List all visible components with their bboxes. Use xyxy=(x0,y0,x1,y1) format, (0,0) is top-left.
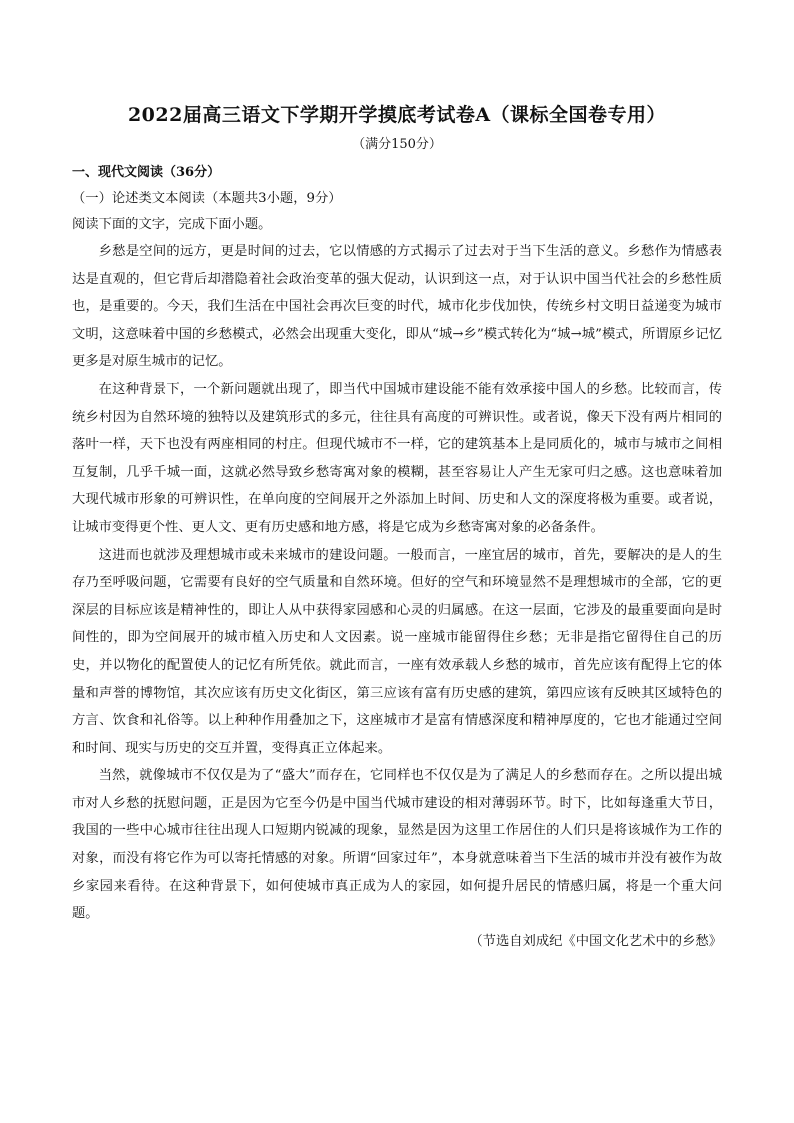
sub-section-heading: （一）论述类文本阅读（本题共3小题，9分） xyxy=(72,191,342,206)
section-heading: 一、现代文阅读（36分） xyxy=(72,165,221,180)
reading-instruction: 阅读下面的文字，完成下面小题。 xyxy=(72,217,272,232)
passage-paragraph-2: 在这种背景下，一个新问题就出现了，即当代中国城市建设能不能有效承接中国人的乡愁。比较而言，传统乡村因为自然环境的独特以及建筑形式的多元，往往具有高度的可辨识性。或者说，像天下没有两片相同的落叶一样，天下也没有两座相同的村庄。但现代城市不一样，它的建筑基本上是同质化的，城市与城市之间相互复制，几乎千城一面，这就必然导致乡愁寄寓对象的模糊，甚至容易让人产生无家可归之感。这也意味着加大现代城市形象的可辨识性，在单向度的空间展开之外添加上时间、历史和人文的深度将极为重要。或者说，让城市变得更个性、更人文、更有历史感和地方感，将是它成为乡愁寄寓对象的必备条件。 xyxy=(72,381,722,535)
passage-paragraph-4: 当然，就像城市不仅仅是为了“盛大”而存在，它同样也不仅仅是为了满足人的乡愁而存在。之所以提出城市对人乡愁的抚慰问题，正是因为它至今仍是中国当代城市建设的相对薄弱环节。时下，比如每逢重大节日，我国的一些中心城市往往出现人口短期内锐减的现象，显然是因为这里工作居住的人们只是将该城作为工作的对象，而没有将它作为可以寄托情感的对象。所谓“回家过年”，本身就意味着当下生活的城市并没有被作为故乡家园来看待。在这种背景下，如何使城市真正成为人的家园，如何提升居民的情感归属，将是一个重大问题。 xyxy=(72,768,722,922)
exam-title: 2022届高三语文下学期开学摸底考试卷A（课标全国卷专用） xyxy=(127,104,667,126)
passage-source: （节选自刘成纪《中国文化艺术中的乡愁》 xyxy=(469,933,722,949)
full-score-note: （满分150分） xyxy=(352,137,442,152)
passage-paragraph-1: 乡愁是空间的远方，更是时间的过去，它以情感的方式揭示了过去对于当下生活的意义。乡愁作为情感表达是直观的，但它背后却潜隐着社会政治变革的强大促动，认识到这一点，对于认识中国当代社会的乡愁性质也，是重要的。今天，我们生活在中国社会再次巨变的时代，城市化步伐加快，传统乡村文明日益递变为城市文明，这意味着中国的乡愁模式，必然会出现重大变化，即从“城→乡”模式转化为“城→城”模式，所谓原乡记忆更多是对原生城市的记忆。 xyxy=(72,244,722,370)
passage-paragraph-3: 这进而也就涉及理想城市或未来城市的建设问题。一般而言，一座宜居的城市，首先，要解决的是人的生存乃至呼吸问题，它需要有良好的空气质量和自然环境。但好的空气和环境显然不是理想城市的全部，它的更深层的目标应该是精神性的，即让人从中获得家园感和心灵的归属感。在这一层面，它涉及的最重要面向是时间性的，即为空间展开的城市植入历史和人文因素。说一座城市能留得住乡愁；无非是指它留得住自己的历史，并以物化的配置使人的记忆有所凭依。就此而言，一座有效承载人乡愁的城市，首先应该有配得上它的体量和声誉的博物馆，其次应该有历史文化街区，第三应该有富有历史感的建筑，第四应该有反映其区域特色的方言、饮食和礼俗等。以上种种作用叠加之下，这座城市才是富有情感深度和精神厚度的，它也才能通过空间和时间、现实与历史的交互并置，变得真正立体起来。 xyxy=(72,547,722,756)
